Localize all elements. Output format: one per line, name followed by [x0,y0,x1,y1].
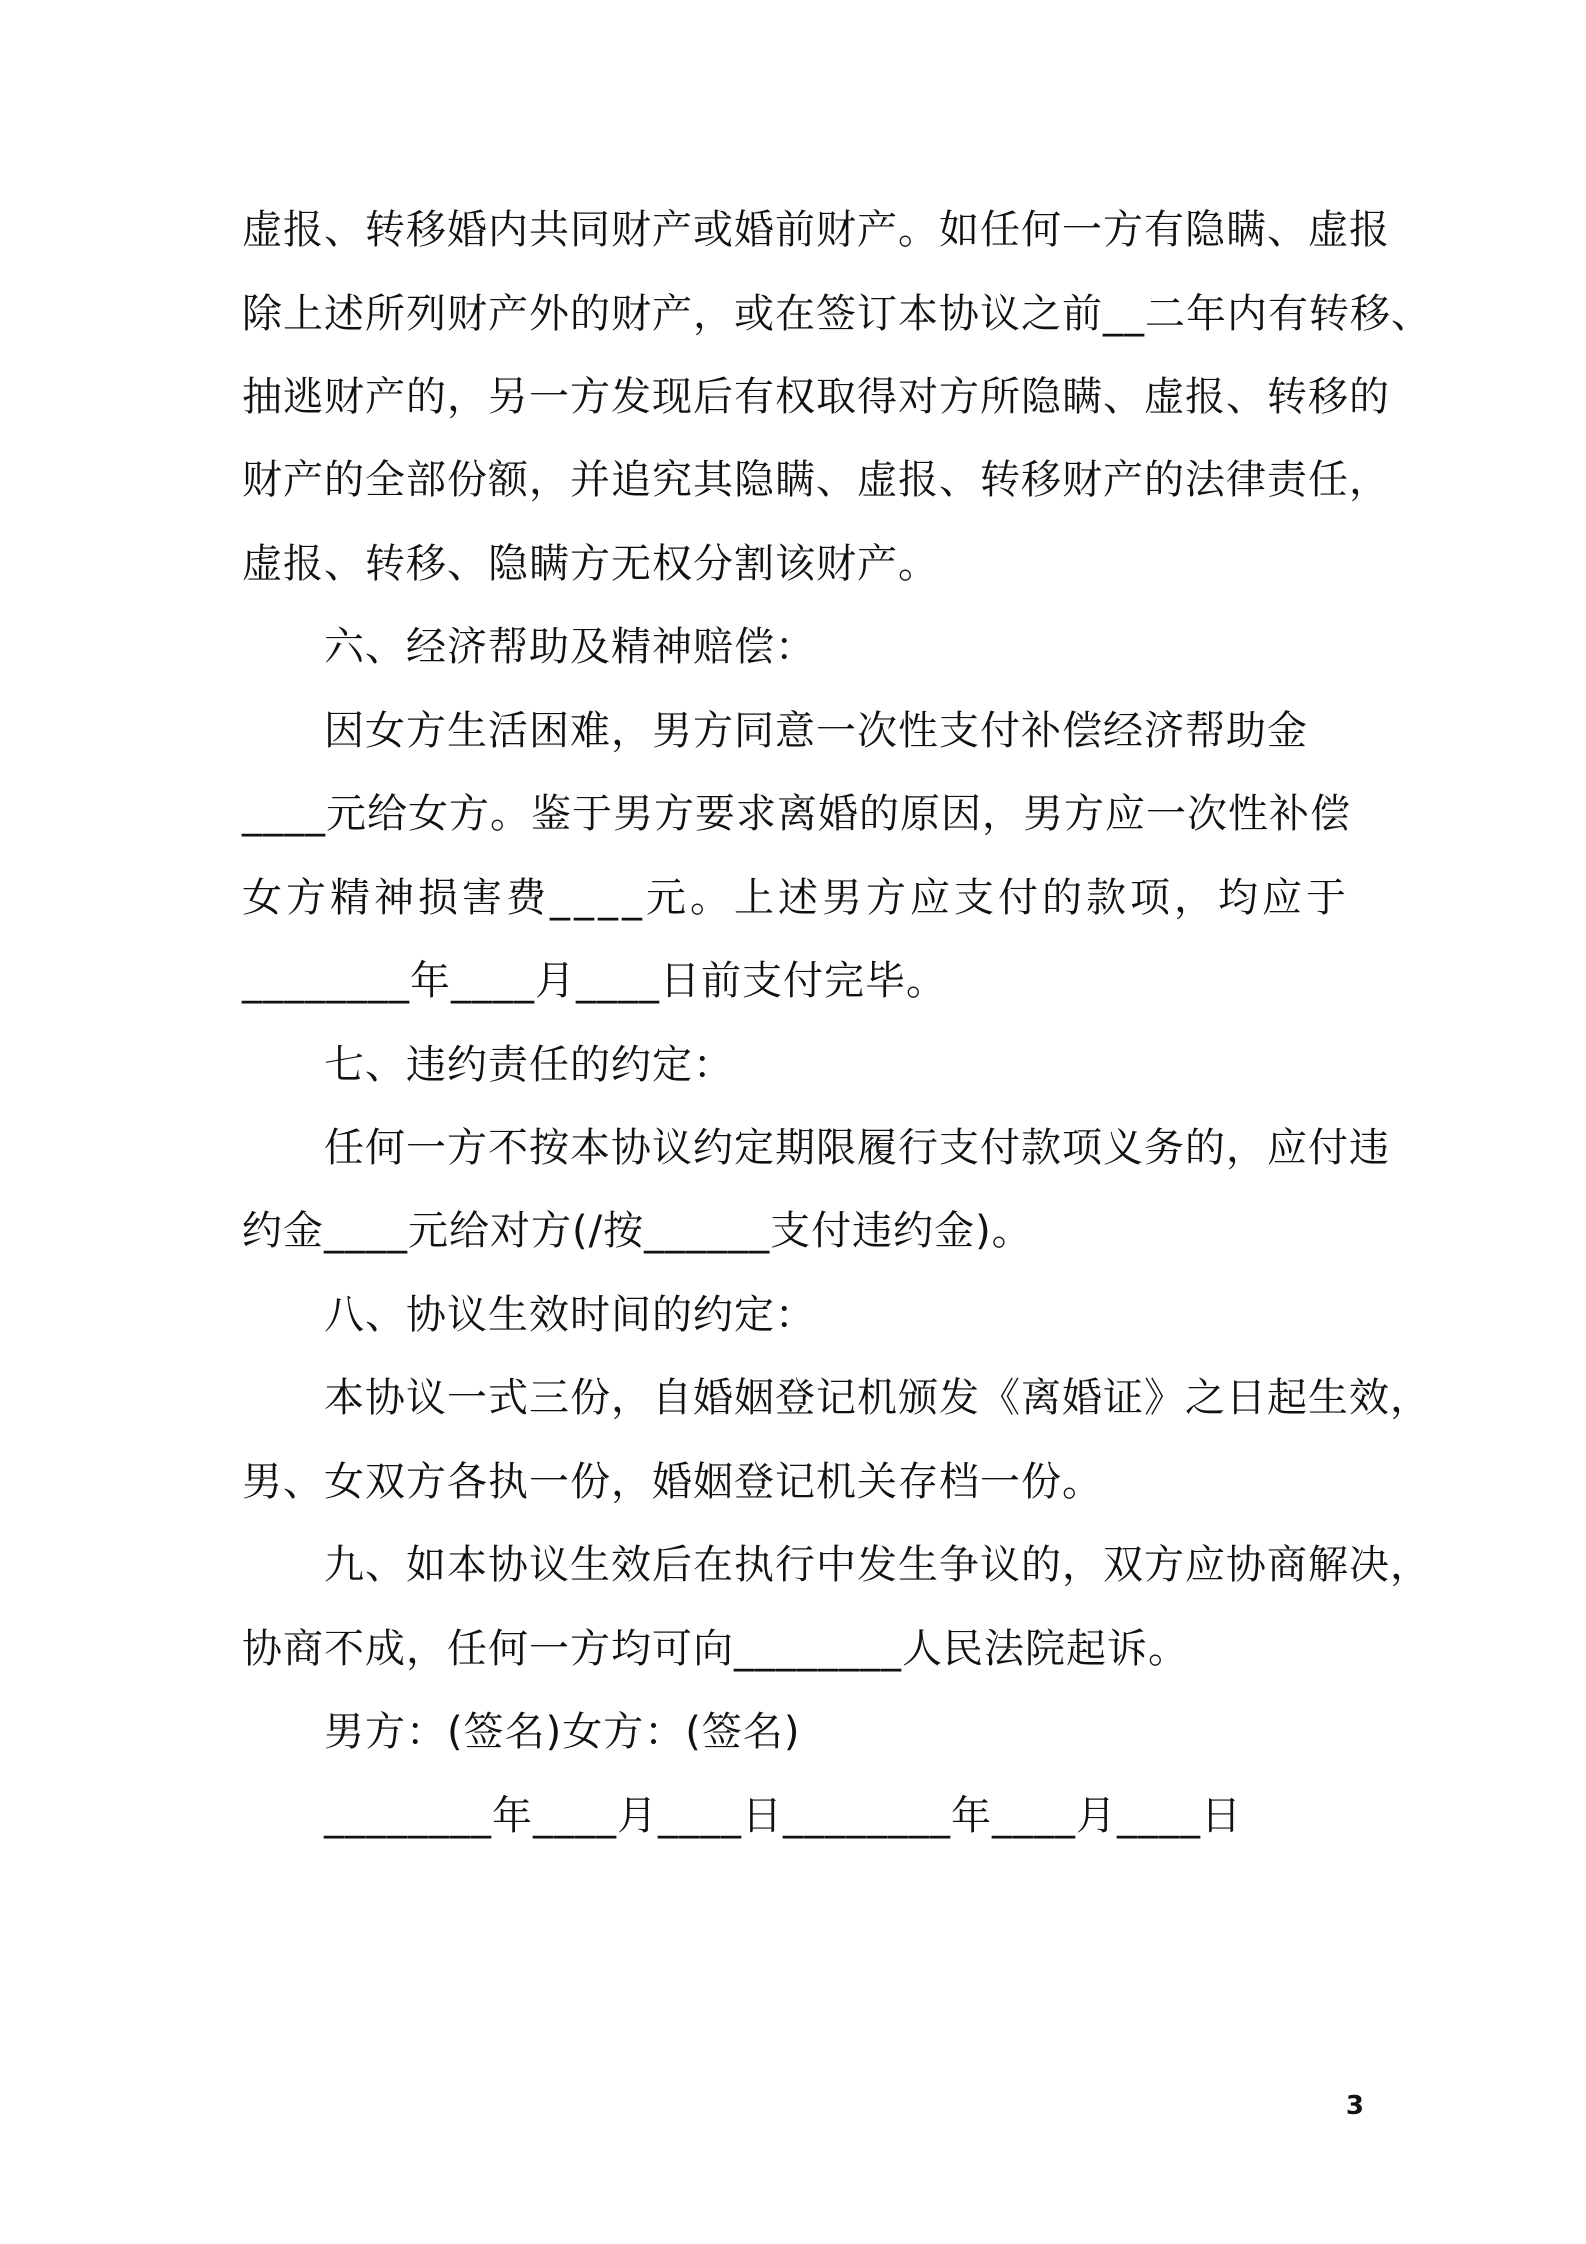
text-line: 虚报、转移婚内共同财产或婚前财产。如任何一方有隐瞒、虚报 [242,207,1390,253]
date-line: ________年____月____日________年____月____日 [324,1793,1242,1839]
text-line: 约金____元给对方(/按______支付违约金)。 [242,1208,1033,1254]
text-line: 九、如本协议生效后在执行中发生争议的，双方应协商解决， [324,1542,1431,1588]
text-line: 协商不成，任何一方均可向________人民法院起诉。 [242,1626,1189,1672]
text-line: 除上述所列财产外的财产，或在签订本协议之前__二年内有转移、 [242,291,1432,337]
text-line: 财产的全部份额，并追究其隐瞒、虚报、转移财产的法律责任， [242,457,1390,503]
section-heading: 八、协议生效时间的约定： [324,1292,816,1338]
text-line: ____元给女方。鉴于男方要求离婚的原因，男方应一次性补偿 [242,791,1351,837]
text-line: 本协议一式三份，自婚姻登记机颁发《离婚证》之日起生效， [324,1375,1431,1421]
section-heading: 六、经济帮助及精神赔偿： [324,624,816,670]
section-heading: 七、违约责任的约定： [324,1042,734,1088]
text-line: ________年____月____日前支付完毕。 [242,958,947,1004]
text-line: 男、女双方各执一份，婚姻登记机关存档一份。 [242,1459,1103,1505]
text-line: 因女方生活困难，男方同意一次性支付补偿经济帮助金 [324,708,1308,754]
page-number: 3 [1345,2091,1364,2121]
text-line: 虚报、转移、隐瞒方无权分割该财产。 [242,541,939,587]
signature-line: 男方：(签名)女方：(签名) [324,1709,801,1755]
text-line: 任何一方不按本协议约定期限履行支付款项义务的，应付违 [324,1125,1390,1171]
text-line: 女方精神损害费____元。上述男方应支付的款项，均应于 [242,875,1350,921]
text-line: 抽逃财产的，另一方发现后有权取得对方所隐瞒、虚报、转移的 [242,374,1390,420]
